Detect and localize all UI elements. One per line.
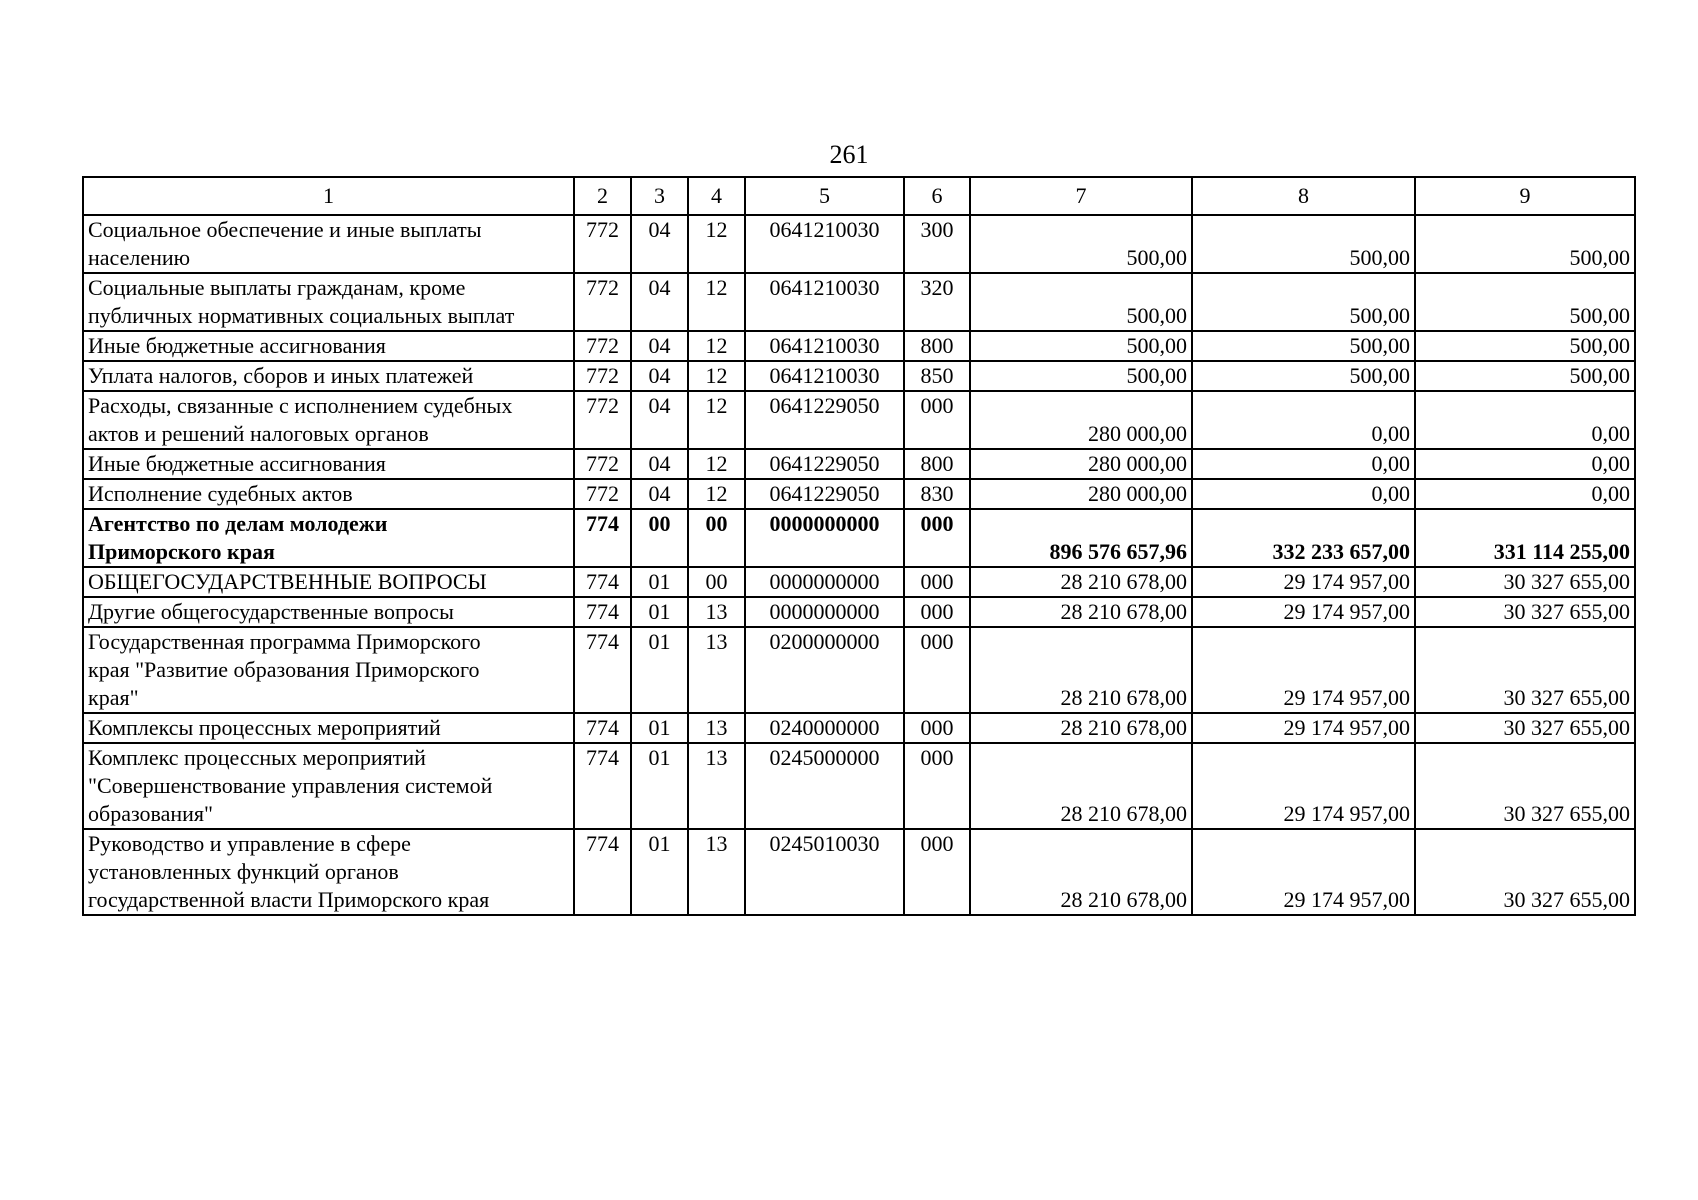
- amount-col-7: 28 210 678,00: [970, 597, 1192, 627]
- row-name: [83, 479, 574, 509]
- amount-col-9: 30 327 655,00: [1415, 627, 1635, 713]
- expense-type-code: 800: [904, 449, 970, 479]
- target-article-code: 0200000000: [745, 627, 904, 713]
- expense-type-code: 000: [904, 829, 970, 915]
- expense-type-code: 000: [904, 567, 970, 597]
- table-row: [83, 391, 1635, 449]
- header-cell-5: 5: [745, 177, 904, 215]
- expense-type-code: 000: [904, 391, 970, 449]
- row-name-line: населению: [88, 245, 191, 270]
- table-row: [83, 331, 1635, 361]
- row-name-line: Руководство и управление в сфере: [88, 831, 411, 856]
- subsection-code: 12: [688, 215, 745, 273]
- expense-type-code: 300: [904, 215, 970, 273]
- row-name-line: Государственная программа Приморского: [88, 629, 481, 654]
- amount-col-8: 500,00: [1192, 331, 1415, 361]
- budget-table: [82, 176, 1636, 916]
- section-code: 04: [631, 391, 688, 449]
- table-row: [83, 479, 1635, 509]
- header-cell-1: 1: [83, 177, 574, 215]
- amount-col-9: 500,00: [1415, 361, 1635, 391]
- header-cell-8: 8: [1192, 177, 1415, 215]
- row-name-line: актов и решений налоговых органов: [88, 421, 429, 446]
- row-name: [83, 509, 574, 567]
- section-code: 01: [631, 743, 688, 829]
- amount-col-8: 332 233 657,00: [1192, 509, 1415, 567]
- amount-col-9: 30 327 655,00: [1415, 597, 1635, 627]
- amount-col-8: 0,00: [1192, 449, 1415, 479]
- row-name-line: образования": [88, 801, 214, 826]
- expense-type-code: 000: [904, 509, 970, 567]
- amount-col-8: 0,00: [1192, 479, 1415, 509]
- subsection-code: 12: [688, 361, 745, 391]
- table-row: [83, 713, 1635, 743]
- amount-col-9: 0,00: [1415, 479, 1635, 509]
- table-row: [83, 449, 1635, 479]
- table-row: [83, 597, 1635, 627]
- row-name-line: Исполнение судебных актов: [88, 481, 353, 506]
- subsection-code: 13: [688, 627, 745, 713]
- target-article-code: 0641229050: [745, 391, 904, 449]
- subsection-code: 12: [688, 331, 745, 361]
- section-code: 04: [631, 331, 688, 361]
- row-name-line: Приморского края: [88, 539, 275, 564]
- admin-code: 772: [574, 449, 631, 479]
- row-name: [83, 391, 574, 449]
- expense-type-code: 800: [904, 331, 970, 361]
- table-row: [83, 829, 1635, 915]
- amount-col-7: 28 210 678,00: [970, 829, 1192, 915]
- header-cell-7: 7: [970, 177, 1192, 215]
- section-code: 00: [631, 509, 688, 567]
- admin-code: 774: [574, 627, 631, 713]
- amount-col-8: 500,00: [1192, 215, 1415, 273]
- row-name: [83, 713, 574, 743]
- target-article-code: 0245010030: [745, 829, 904, 915]
- header-cell-4: 4: [688, 177, 745, 215]
- row-name-line: Социальное обеспечение и иные выплаты: [88, 217, 482, 242]
- section-code: 04: [631, 361, 688, 391]
- row-name-line: Агентство по делам молодежи: [88, 511, 388, 536]
- subsection-code: 13: [688, 713, 745, 743]
- section-code: 04: [631, 273, 688, 331]
- expense-type-code: 000: [904, 713, 970, 743]
- row-name: [83, 215, 574, 273]
- section-code: 04: [631, 449, 688, 479]
- row-name-line: Уплата налогов, сборов и иных платежей: [88, 363, 474, 388]
- row-name: [83, 273, 574, 331]
- page-number: 261: [829, 140, 869, 169]
- header-cell-6: 6: [904, 177, 970, 215]
- admin-code: 774: [574, 743, 631, 829]
- amount-col-7: 280 000,00: [970, 479, 1192, 509]
- amount-col-8: 29 174 957,00: [1192, 627, 1415, 713]
- header-cell-3: 3: [631, 177, 688, 215]
- amount-col-9: 500,00: [1415, 331, 1635, 361]
- amount-col-9: 500,00: [1415, 273, 1635, 331]
- admin-code: 774: [574, 509, 631, 567]
- header-row: [83, 177, 1635, 215]
- admin-code: 772: [574, 273, 631, 331]
- target-article-code: 0000000000: [745, 567, 904, 597]
- amount-col-9: 30 327 655,00: [1415, 743, 1635, 829]
- amount-col-9: 0,00: [1415, 449, 1635, 479]
- row-name-line: Другие общегосударственные вопросы: [88, 599, 454, 624]
- subsection-code: 13: [688, 743, 745, 829]
- amount-col-7: 500,00: [970, 273, 1192, 331]
- subsection-code: 12: [688, 273, 745, 331]
- row-name: [83, 449, 574, 479]
- amount-col-7: 28 210 678,00: [970, 713, 1192, 743]
- amount-col-7: 500,00: [970, 215, 1192, 273]
- row-name: [83, 567, 574, 597]
- row-name-line: края": [88, 685, 139, 710]
- amount-col-8: 29 174 957,00: [1192, 743, 1415, 829]
- row-name-line: Социальные выплаты гражданам, кроме: [88, 275, 466, 300]
- amount-col-9: 331 114 255,00: [1415, 509, 1635, 567]
- amount-col-8: 500,00: [1192, 361, 1415, 391]
- subsection-code: 00: [688, 509, 745, 567]
- target-article-code: 0641210030: [745, 331, 904, 361]
- admin-code: 772: [574, 391, 631, 449]
- subsection-code: 13: [688, 597, 745, 627]
- table-row: [83, 567, 1635, 597]
- table-row: [83, 509, 1635, 567]
- header-cell-2: 2: [574, 177, 631, 215]
- admin-code: 772: [574, 215, 631, 273]
- section-code: 01: [631, 713, 688, 743]
- header-cell-9: 9: [1415, 177, 1635, 215]
- subsection-code: 13: [688, 829, 745, 915]
- table-row: [83, 743, 1635, 829]
- row-name: [83, 743, 574, 829]
- amount-col-8: 29 174 957,00: [1192, 597, 1415, 627]
- amount-col-8: 29 174 957,00: [1192, 829, 1415, 915]
- admin-code: 774: [574, 597, 631, 627]
- admin-code: 772: [574, 331, 631, 361]
- amount-col-7: 28 210 678,00: [970, 567, 1192, 597]
- subsection-code: 12: [688, 479, 745, 509]
- amount-col-8: 29 174 957,00: [1192, 713, 1415, 743]
- row-name: [83, 627, 574, 713]
- row-name-line: государственной власти Приморского края: [88, 887, 490, 912]
- target-article-code: 0240000000: [745, 713, 904, 743]
- amount-col-9: 30 327 655,00: [1415, 713, 1635, 743]
- admin-code: 774: [574, 567, 631, 597]
- amount-col-8: 500,00: [1192, 273, 1415, 331]
- target-article-code: 0641210030: [745, 273, 904, 331]
- row-name-line: ОБЩЕГОСУДАРСТВЕННЫЕ ВОПРОСЫ: [88, 569, 487, 594]
- amount-col-8: 29 174 957,00: [1192, 567, 1415, 597]
- subsection-code: 12: [688, 391, 745, 449]
- amount-col-9: 0,00: [1415, 391, 1635, 449]
- target-article-code: 0641229050: [745, 479, 904, 509]
- amount-col-9: 500,00: [1415, 215, 1635, 273]
- row-name-line: Комплексы процессных мероприятий: [88, 715, 441, 740]
- target-article-code: 0000000000: [745, 509, 904, 567]
- table-body: [83, 215, 1635, 915]
- amount-col-7: 280 000,00: [970, 449, 1192, 479]
- expense-type-code: 320: [904, 273, 970, 331]
- row-name-line: публичных нормативных социальных выплат: [88, 303, 515, 328]
- row-name-line: края "Развитие образования Приморского: [88, 657, 480, 682]
- row-name-line: Иные бюджетные ассигнования: [88, 451, 386, 476]
- admin-code: 772: [574, 361, 631, 391]
- row-name: [83, 331, 574, 361]
- row-name: [83, 361, 574, 391]
- amount-col-7: 896 576 657,96: [970, 509, 1192, 567]
- target-article-code: 0245000000: [745, 743, 904, 829]
- admin-code: 772: [574, 479, 631, 509]
- subsection-code: 00: [688, 567, 745, 597]
- admin-code: 774: [574, 713, 631, 743]
- row-name: [83, 597, 574, 627]
- section-code: 01: [631, 567, 688, 597]
- expense-type-code: 850: [904, 361, 970, 391]
- expense-type-code: 000: [904, 743, 970, 829]
- row-name-line: установленных функций органов: [88, 859, 399, 884]
- expense-type-code: 000: [904, 597, 970, 627]
- admin-code: 774: [574, 829, 631, 915]
- amount-col-8: 0,00: [1192, 391, 1415, 449]
- row-name-line: Расходы, связанные с исполнением судебных: [88, 393, 513, 418]
- section-code: 01: [631, 597, 688, 627]
- row-name-line: "Совершенствование управления системой: [88, 773, 493, 798]
- table-row: [83, 273, 1635, 331]
- section-code: 04: [631, 215, 688, 273]
- target-article-code: 0641210030: [745, 361, 904, 391]
- target-article-code: 0641229050: [745, 449, 904, 479]
- row-name: [83, 829, 574, 915]
- amount-col-7: 28 210 678,00: [970, 627, 1192, 713]
- target-article-code: 0641210030: [745, 215, 904, 273]
- expense-type-code: 830: [904, 479, 970, 509]
- section-code: 04: [631, 479, 688, 509]
- table-row: [83, 361, 1635, 391]
- row-name-line: Комплекс процессных мероприятий: [88, 745, 426, 770]
- amount-col-7: 28 210 678,00: [970, 743, 1192, 829]
- section-code: 01: [631, 829, 688, 915]
- amount-col-7: 280 000,00: [970, 391, 1192, 449]
- row-name-line: Иные бюджетные ассигнования: [88, 333, 386, 358]
- table-row: [83, 627, 1635, 713]
- amount-col-9: 30 327 655,00: [1415, 567, 1635, 597]
- subsection-code: 12: [688, 449, 745, 479]
- expense-type-code: 000: [904, 627, 970, 713]
- table-row: [83, 215, 1635, 273]
- section-code: 01: [631, 627, 688, 713]
- target-article-code: 0000000000: [745, 597, 904, 627]
- amount-col-7: 500,00: [970, 331, 1192, 361]
- amount-col-9: 30 327 655,00: [1415, 829, 1635, 915]
- amount-col-7: 500,00: [970, 361, 1192, 391]
